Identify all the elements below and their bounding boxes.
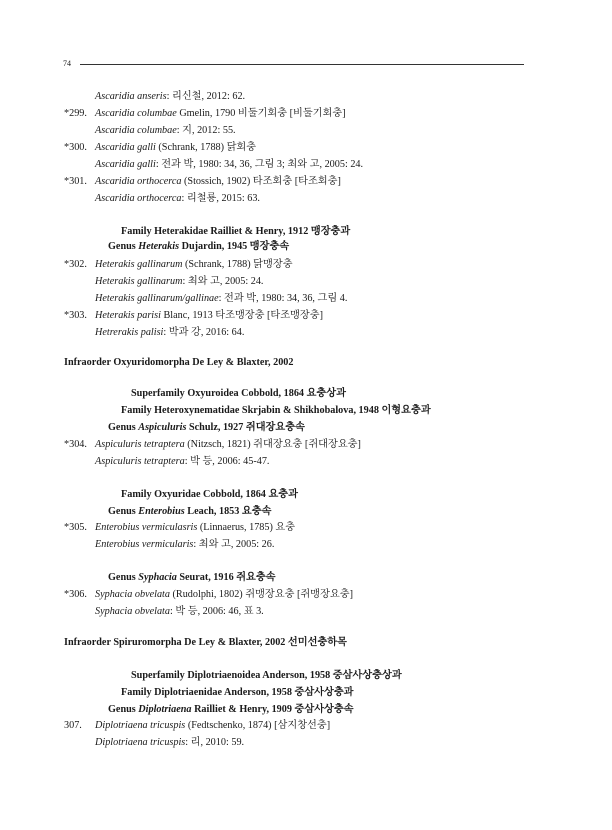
species-authority: (Rudolphi, 1802) 쥐맹장요충 [쥐맹장요충] (169, 589, 353, 600)
page-number: 74 (63, 59, 71, 68)
synonym-name: Ascaridia columbae (95, 125, 177, 136)
species-number: *302. (64, 259, 87, 270)
species-entry (64, 258, 293, 271)
synonym-reference: : 전과 박, 1980: 34, 36, 그림 4. (218, 293, 348, 304)
species-name: Syphacia obvelata (95, 589, 170, 600)
genus-prefix: Genus (108, 704, 139, 715)
genus-prefix: Genus (108, 506, 139, 517)
genus-name: Aspiculuris (138, 422, 187, 433)
synonym-name: Ascaridia orthocerca (95, 193, 182, 204)
synonym-entry (95, 124, 236, 137)
synonym-entry (95, 192, 260, 205)
genus-authority: Railliet & Henry, 1909 중삼사상충속 (191, 704, 354, 715)
synonym-name: Diplotriaena tricuspis (95, 737, 186, 748)
genus-prefix: Genus (108, 572, 139, 583)
genus-name: Syphacia (138, 572, 177, 583)
species-entry (64, 588, 353, 601)
synonym-name: Enterobius vermicularis (95, 539, 194, 550)
genus-name: Heterakis (138, 241, 180, 252)
synonym-reference: : 리, 2010: 59. (185, 737, 245, 748)
species-name: Heterakis gallinarum (95, 259, 183, 270)
header-rule (80, 64, 524, 65)
family-heading: Family Oxyuridae Cobbold, 1864 요충과 (121, 489, 298, 500)
synonym-entry (95, 605, 264, 618)
species-authority: (Schrank, 1788) 닭회충 (155, 142, 257, 153)
synonym-reference: : 리신철, 2012: 62. (166, 91, 246, 102)
species-number: *299. (64, 108, 87, 119)
genus-authority: Seurat, 1916 쥐요충속 (176, 572, 276, 583)
synonym-entry (95, 326, 244, 339)
species-entry (64, 107, 346, 120)
genus-authority: Schulz, 1927 쥐대장요충속 (186, 422, 305, 433)
species-number: *303. (64, 310, 87, 321)
species-number: *301. (64, 176, 87, 187)
synonym-entry (95, 275, 263, 288)
species-authority: Blanc, 1913 타조맹장충 [타조맹장충] (160, 310, 324, 321)
species-entry (64, 175, 341, 188)
species-authority: (Schrank, 1788) 닭맹장충 (182, 259, 293, 270)
family-heading: Family Heterakidae Railliet & Henry, 1912 맹장충과 (121, 226, 351, 237)
genus-authority: Leach, 1853 요충속 (184, 506, 272, 517)
synonym-entry (95, 538, 274, 551)
synonym-entry (95, 736, 244, 749)
synonym-entry (95, 158, 363, 171)
species-name: Diplotriaena tricuspis (95, 720, 186, 731)
synonym-name: Heterakis gallinarum (95, 276, 183, 287)
synonym-reference: : 최와 고, 2005: 24. (182, 276, 264, 287)
genus-name: Enterobius (138, 506, 185, 517)
synonym-name: Hetrerakis palisi (95, 327, 164, 338)
synonym-name: Ascaridia anseris (95, 91, 167, 102)
superfamily-heading: Superfamily Oxyuroidea Cobbold, 1864 요충상과 (131, 388, 346, 399)
species-entry (64, 521, 296, 534)
genus-heading (108, 703, 354, 716)
family-heading: Family Diplotriaenidae Anderson, 1958 중삼사상충과 (121, 687, 354, 698)
genus-prefix: Genus (108, 241, 139, 252)
species-entry (64, 309, 324, 322)
synonym-entry (95, 90, 245, 103)
species-authority: (Stossich, 1902) 타조회충 [타조회충] (181, 176, 341, 187)
genus-authority: Dujardin, 1945 맹장충속 (179, 241, 290, 252)
species-name: Ascaridia orthocerca (95, 176, 182, 187)
species-authority: (Linnaerus, 1785) 요충 (197, 522, 296, 533)
synonym-name: Syphacia obvelata (95, 606, 170, 617)
species-entry (64, 719, 331, 732)
infraorder-heading: Infraorder Spiruromorpha De Ley & Blaxter, 2002 선미선충하목 (64, 637, 347, 648)
species-authority: (Nitzsch, 1821) 쥐대장요충 [쥐대장요충] (184, 439, 361, 450)
synonym-reference: : 전과 박, 1980: 34, 36, 그림 3; 최와 고, 2005: 24. (155, 159, 364, 170)
species-name: Ascaridia columbae (95, 108, 177, 119)
species-number: *306. (64, 589, 87, 600)
family-heading: Family Heteroxynematidae Skrjabin & Shikhobalova, 1948 이형요충과 (121, 405, 431, 416)
synonym-entry (95, 455, 269, 468)
synonym-reference: : 박 등, 2006: 45-47. (184, 456, 270, 467)
species-number: *304. (64, 439, 87, 450)
species-entry (64, 141, 257, 154)
species-name: Aspiculuris tetraptera (95, 439, 185, 450)
synonym-name: Ascaridia galli (95, 159, 156, 170)
genus-prefix: Genus (108, 422, 139, 433)
infraorder-heading: Infraorder Oxyuridomorpha De Ley & Blaxter, 2002 (64, 357, 294, 368)
genus-heading (108, 505, 271, 518)
genus-name: Diplotriaena (138, 704, 192, 715)
species-number: 307. (64, 720, 82, 731)
species-authority: (Fedtschenko, 1874) [삼지창선충] (185, 720, 331, 731)
species-entry (64, 438, 361, 451)
synonym-name: Aspiculuris tetraptera (95, 456, 185, 467)
synonym-reference: : 지, 2012: 55. (176, 125, 236, 136)
species-name: Ascaridia galli (95, 142, 156, 153)
species-name: Heterakis parisi (95, 310, 161, 321)
synonym-reference: : 최와 고, 2005: 26. (193, 539, 275, 550)
genus-heading (108, 571, 276, 584)
species-authority: Gmelin, 1790 비둘기회충 [비둘기회충] (176, 108, 346, 119)
synonym-entry (95, 292, 347, 305)
synonym-name: Heterakis gallinarum/gallinae (95, 293, 219, 304)
species-number: *305. (64, 522, 87, 533)
synonym-reference: : 박과 강, 2016: 64. (163, 327, 245, 338)
superfamily-heading: Superfamily Diplotriaenoidea Anderson, 1958 중삼사상충상과 (131, 670, 402, 681)
synonym-reference: : 리철룡, 2015: 63. (181, 193, 260, 204)
species-name: Enterobius vermiculasris (95, 522, 198, 533)
species-number: *300. (64, 142, 87, 153)
genus-heading (108, 421, 305, 434)
genus-heading (108, 240, 289, 253)
synonym-reference: : 박 등, 2006: 46, 표 3. (169, 606, 264, 617)
